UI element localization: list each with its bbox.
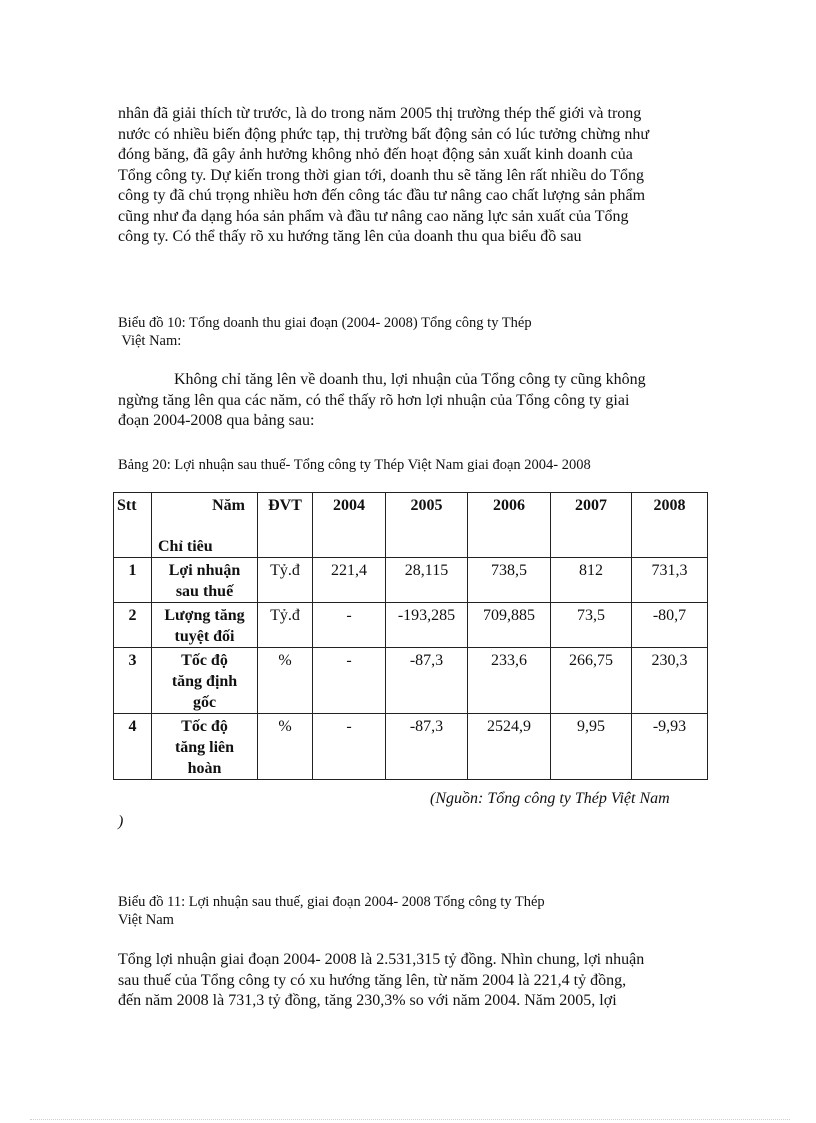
row-unit: % bbox=[258, 648, 313, 714]
table-source-tail: ) bbox=[118, 813, 124, 830]
caption-line: Việt Nam: bbox=[118, 333, 182, 349]
table-header-row bbox=[114, 493, 708, 558]
table-row bbox=[114, 714, 708, 780]
indicator-line: Tốc độ bbox=[181, 652, 228, 669]
chart10-caption bbox=[118, 314, 532, 350]
page-bottom-divider bbox=[30, 1119, 790, 1120]
row-indicator bbox=[152, 603, 258, 648]
row-value: -87,3 bbox=[386, 714, 468, 780]
indicator-line: tuyệt đối bbox=[174, 628, 235, 645]
row-indicator bbox=[152, 648, 258, 714]
row-unit: Tỷ.đ bbox=[258, 558, 313, 603]
row-value: 731,3 bbox=[632, 558, 708, 603]
indicator-line: Tốc độ bbox=[181, 718, 228, 735]
text-line: cũng như đa dạng hóa sản phẩm và đầu tư nâng cao năng lực sản xuất của Tổng bbox=[118, 207, 629, 225]
header-dvt: ĐVT bbox=[258, 493, 313, 558]
row-value: -87,3 bbox=[386, 648, 468, 714]
row-unit: % bbox=[258, 714, 313, 780]
caption-line: Việt Nam bbox=[118, 912, 174, 928]
row-value: -80,7 bbox=[632, 603, 708, 648]
indicator-line: gốc bbox=[192, 694, 217, 711]
row-value: 738,5 bbox=[468, 558, 551, 603]
header-year: 2008 bbox=[632, 493, 708, 558]
table-source: (Nguồn: Tổng công ty Thép Việt Nam bbox=[430, 790, 670, 807]
row-value: - bbox=[313, 714, 386, 780]
header-year: 2005 bbox=[386, 493, 468, 558]
indicator-line: Lợi nhuận bbox=[168, 562, 241, 579]
table-row bbox=[114, 648, 708, 714]
row-value: 73,5 bbox=[551, 603, 632, 648]
profit-paragraph bbox=[118, 370, 708, 432]
header-year: 2006 bbox=[468, 493, 551, 558]
row-value: -193,285 bbox=[386, 603, 468, 648]
row-indicator bbox=[152, 558, 258, 603]
header-stt: Stt bbox=[114, 493, 152, 558]
indicator-line: tăng liên bbox=[174, 739, 235, 756]
table-row bbox=[114, 558, 708, 603]
row-value: 9,95 bbox=[551, 714, 632, 780]
caption-line: Biểu đồ 10: Tổng doanh thu giai đoạn (2004- 2008) Tổng công ty Thép bbox=[118, 315, 532, 331]
row-value: 266,75 bbox=[551, 648, 632, 714]
row-value: 233,6 bbox=[468, 648, 551, 714]
header-year: 2007 bbox=[551, 493, 632, 558]
text-line: sau thuế của Tổng công ty có xu hướng tăng lên, từ năm 2004 là 221,4 tỷ đồng, bbox=[118, 971, 627, 989]
table-row bbox=[114, 603, 708, 648]
row-unit: Tỷ.đ bbox=[258, 603, 313, 648]
row-stt: 1 bbox=[114, 558, 152, 603]
caption-line: Biểu đồ 11: Lợi nhuận sau thuế, giai đoạn 2004- 2008 Tổng công ty Thép bbox=[118, 894, 545, 910]
indicator-line: hoàn bbox=[187, 760, 222, 777]
text-line: ngừng tăng lên qua các năm, có thể thấy rõ hơn lợi nhuận của Tổng công ty giai bbox=[118, 391, 630, 409]
text-line: đoạn 2004-2008 qua bảng sau: bbox=[118, 412, 315, 429]
row-stt: 4 bbox=[114, 714, 152, 780]
row-value: 221,4 bbox=[313, 558, 386, 603]
header-nam: Năm bbox=[212, 497, 245, 514]
row-value: - bbox=[313, 648, 386, 714]
header-chi-tieu: Chỉ tiêu bbox=[158, 538, 213, 555]
indicator-line: Lượng tăng bbox=[164, 607, 245, 624]
row-value: 709,885 bbox=[468, 603, 551, 648]
text-line: Tổng lợi nhuận giai đoạn 2004- 2008 là 2.531,315 tỷ đồng. Nhìn chung, lợi nhuận bbox=[118, 951, 645, 968]
row-value: 2524,9 bbox=[468, 714, 551, 780]
row-value: 28,115 bbox=[386, 558, 468, 603]
row-value: -9,93 bbox=[632, 714, 708, 780]
text-line: đóng băng, đã gây ảnh hưởng không nhỏ đến hoạt động sản xuất kinh doanh của bbox=[118, 146, 633, 163]
header-year: 2004 bbox=[313, 493, 386, 558]
profit-table bbox=[113, 492, 708, 780]
chart11-caption bbox=[118, 893, 545, 929]
row-stt: 2 bbox=[114, 603, 152, 648]
row-indicator bbox=[152, 714, 258, 780]
text-line: đến năm 2008 là 731,3 tỷ đồng, tăng 230,3% so với năm 2004. Năm 2005, lợi bbox=[118, 992, 617, 1009]
text-line: Tổng công ty. Dự kiến trong thời gian tới, doanh thu sẽ tăng lên rất nhiều do Tổng bbox=[118, 166, 644, 184]
indicator-line: sau thuế bbox=[175, 583, 234, 600]
table20-caption: Bảng 20: Lợi nhuận sau thuế- Tổng công ty Thép Việt Nam giai đoạn 2004- 2008 bbox=[118, 457, 591, 473]
text-line: công ty đã chú trọng nhiều hơn đến công tác đầu tư nâng cao chất lượng sản phẩm bbox=[118, 187, 646, 204]
text-line: Không chỉ tăng lên về doanh thu, lợi nhuận của Tổng công ty cũng không bbox=[174, 371, 646, 388]
text-line: nhân đã giải thích từ trước, là do trong năm 2005 thị trường thép thế giới và trong bbox=[118, 105, 642, 122]
row-value: 230,3 bbox=[632, 648, 708, 714]
row-value: 812 bbox=[551, 558, 632, 603]
row-value: - bbox=[313, 603, 386, 648]
text-line: công ty. Có thể thấy rõ xu hướng tăng lên của doanh thu qua biểu đồ sau bbox=[118, 228, 582, 245]
header-year-indicator bbox=[152, 493, 258, 558]
intro-paragraph bbox=[118, 104, 708, 248]
indicator-line: tăng định bbox=[171, 673, 238, 690]
text-line: nước có nhiều biến động phức tạp, thị trường bất động sản có lúc tưởng chừng như bbox=[118, 125, 650, 143]
summary-paragraph bbox=[118, 950, 708, 1012]
row-stt: 3 bbox=[114, 648, 152, 714]
